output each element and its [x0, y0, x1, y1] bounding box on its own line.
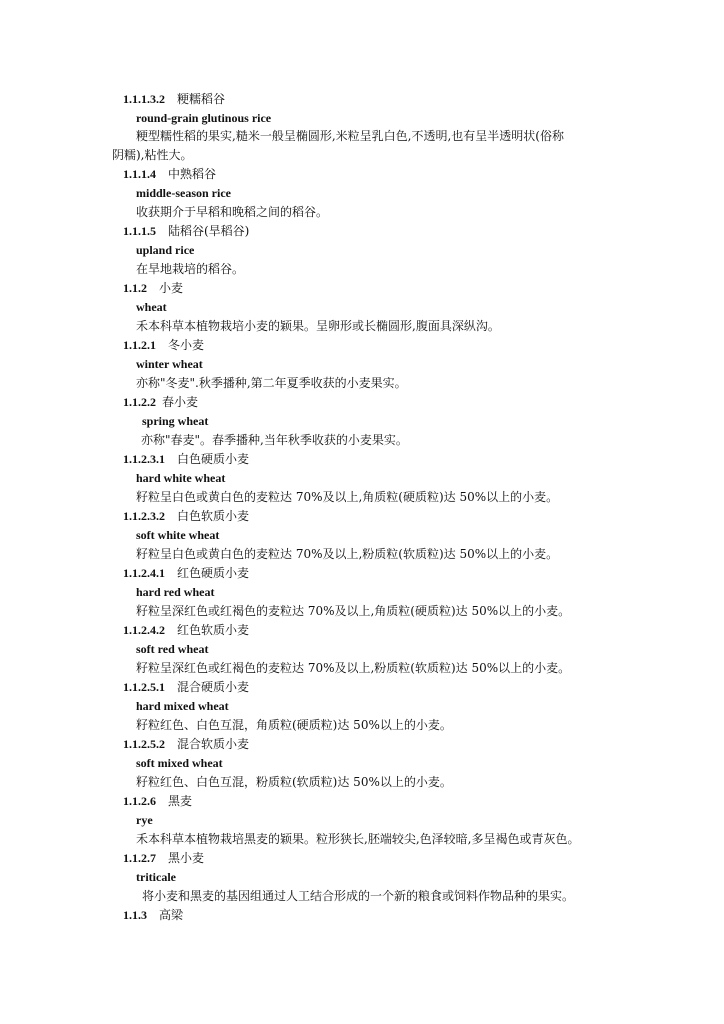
entry-number: 1.1.2.3.1 — [123, 452, 165, 466]
entry-description: 粳型糯性稻的果实,糙米一般呈椭圆形,米粒呈乳白色,不透明,也有呈半透明状(俗称 — [136, 129, 564, 143]
entry-description: 禾本科草本植物栽培小麦的颖果。呈卵形或长椭圆形,腹面具深纵沟。 — [136, 319, 500, 333]
entry-description: 亦称"冬麦".秋季播种,第二年夏季收获的小麦果实。 — [136, 376, 407, 390]
entry-term-en: wheat — [136, 300, 167, 314]
entry-heading — [123, 850, 204, 866]
entry-term-zh: 白色软质小麦 — [177, 509, 250, 523]
entry-term-en: hard mixed wheat — [136, 699, 229, 713]
entry-heading — [123, 736, 249, 752]
entry-number: 1.1.2.4.2 — [123, 623, 165, 637]
entry-description: 籽粒红色、白色互混，粉质粒(软质粒)达 50%以上的小麦。 — [136, 775, 452, 789]
entry-term-zh: 春小麦 — [162, 395, 199, 409]
entry-description: 籽粒呈白色或黄白色的麦粒达 70%及以上,角质粒(硬质粒)达 50%以上的小麦。 — [136, 490, 559, 504]
entry-number: 1.1.2.5.1 — [123, 680, 165, 694]
entry-number: 1.1.2.3.2 — [123, 509, 165, 523]
entry-term-en: spring wheat — [142, 414, 209, 428]
entry-number: 1.1.2.1 — [123, 338, 156, 352]
entry-term-en: upland rice — [136, 243, 195, 257]
entry-description: 籽粒红色、白色互混，角质粒(硬质粒)达 50%以上的小麦。 — [136, 718, 452, 732]
entry-term-zh: 冬小麦 — [168, 338, 205, 352]
entry-term-en: winter wheat — [136, 357, 203, 371]
entry-heading — [123, 565, 249, 581]
entry-number: 1.1.2.4.1 — [123, 566, 165, 580]
entry-number: 1.1.2 — [123, 281, 147, 295]
entry-heading — [123, 679, 249, 695]
entry-heading — [123, 622, 249, 638]
entry-number: 1.1.2.2 — [123, 395, 156, 409]
entry-heading — [123, 91, 225, 107]
entry-heading — [123, 223, 249, 239]
entry-number: 1.1.2.6 — [123, 794, 156, 808]
entry-description: 将小麦和黑麦的基因组通过人工结合形成的一个新的粮食或饲料作物品种的果实。 — [142, 889, 575, 903]
entry-heading — [123, 166, 216, 182]
entry-description: 在旱地栽培的稻谷。 — [136, 262, 245, 276]
entry-heading — [123, 907, 183, 923]
entry-term-zh: 红色软质小麦 — [177, 623, 250, 637]
entry-number: 1.1.2.7 — [123, 851, 156, 865]
entry-term-en: triticale — [136, 870, 176, 884]
entry-heading — [123, 280, 183, 296]
entry-heading — [123, 793, 192, 809]
entry-term-en: hard white wheat — [136, 471, 226, 485]
entry-description: 籽粒呈白色或黄白色的麦粒达 70%及以上,粉质粒(软质粒)达 50%以上的小麦。 — [136, 547, 559, 561]
entry-term-en: hard red wheat — [136, 585, 215, 599]
entry-number: 1.1.1.3.2 — [123, 92, 165, 106]
entry-term-zh: 白色硬质小麦 — [177, 452, 250, 466]
entry-description: 籽粒呈深红色或红褐色的麦粒达 70%及以上,粉质粒(软质粒)达 50%以上的小麦。 — [136, 661, 571, 675]
entry-number: 1.1.3 — [123, 908, 147, 922]
entry-heading — [123, 508, 249, 524]
entry-heading — [123, 337, 204, 353]
entry-description: 籽粒呈深红色或红褐色的麦粒达 70%及以上,角质粒(硬质粒)达 50%以上的小麦。 — [136, 604, 571, 618]
entry-term-zh: 中熟稻谷 — [168, 167, 217, 181]
entry-number: 1.1.2.5.2 — [123, 737, 165, 751]
entry-term-zh: 红色硬质小麦 — [177, 566, 250, 580]
entry-heading — [123, 451, 249, 467]
entry-term-en: rye — [136, 813, 153, 827]
entry-term-en: soft red wheat — [136, 642, 209, 656]
entry-term-zh: 粳糯稻谷 — [177, 92, 226, 106]
entry-description-continued: 阴糯),粘性大。 — [112, 148, 193, 162]
entry-term-en: round-grain glutinous rice — [136, 111, 272, 125]
entry-description: 禾本科草本植物栽培黑麦的颖果。粒形狭长,胚端较尖,色泽较暗,多呈褐色或青灰色。 — [136, 832, 580, 846]
entry-term-en: soft mixed wheat — [136, 756, 223, 770]
entry-term-zh: 混合软质小麦 — [177, 737, 250, 751]
entry-description: 收获期介于早稻和晚稻之间的稻谷。 — [136, 205, 329, 219]
entry-term-zh: 黑麦 — [168, 794, 193, 808]
entry-term-zh: 高梁 — [159, 908, 184, 922]
entry-heading — [123, 394, 198, 410]
entry-term-zh: 黑小麦 — [168, 851, 205, 865]
entry-term-zh: 混合硬质小麦 — [177, 680, 250, 694]
entry-term-zh: 小麦 — [159, 281, 184, 295]
entry-term-en: middle-season rice — [136, 186, 231, 200]
entry-number: 1.1.1.4 — [123, 167, 156, 181]
entry-number: 1.1.1.5 — [123, 224, 156, 238]
entry-term-en: soft white wheat — [136, 528, 220, 542]
entry-description: 亦称"春麦"。春季播种,当年秋季收获的小麦果实。 — [141, 433, 408, 447]
entry-term-zh: 陆稻谷(旱稻谷) — [168, 224, 250, 238]
